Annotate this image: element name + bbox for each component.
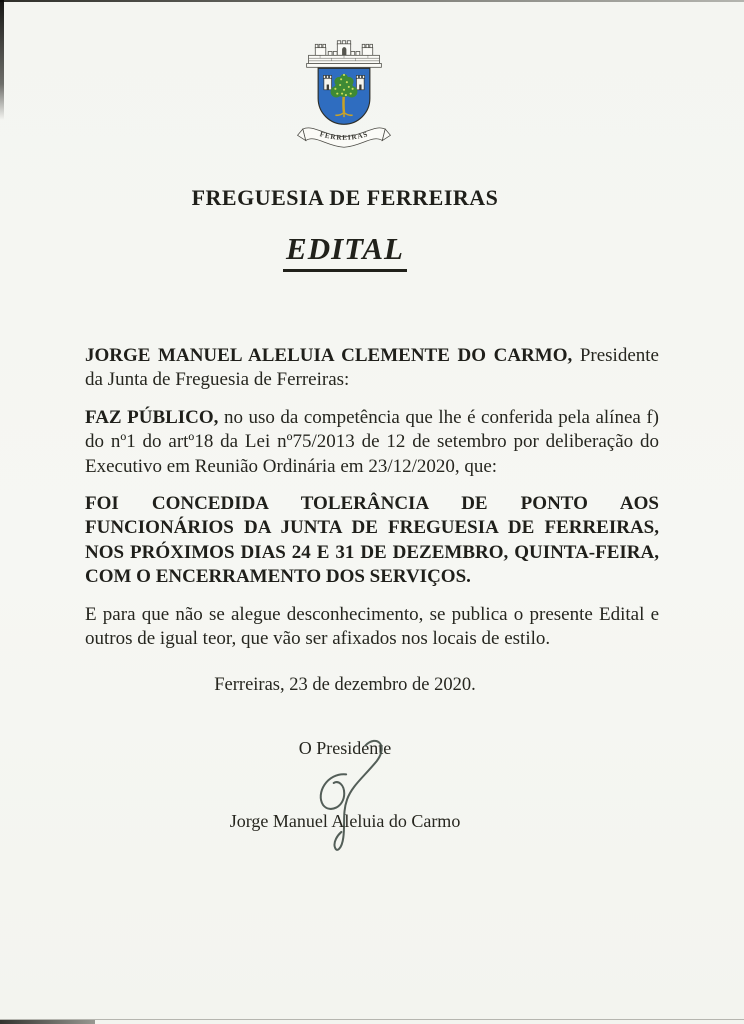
shield-icon xyxy=(318,68,370,124)
document-type-title: EDITAL xyxy=(283,231,407,272)
presenter-role: Presidente da Junta de Freguesia de Ferreiras: xyxy=(85,345,659,391)
ribbon-banner-text: FERREIRAS xyxy=(318,130,370,142)
document-body xyxy=(85,344,659,664)
signer-name: Jorge Manuel Aleluia do Carmo xyxy=(229,811,461,831)
paragraph-presenter xyxy=(85,344,659,393)
paragraph-publication: E para que não se alegue desconhecimento, se publica o presente Edital e outros de igual teor, que vão ser afixados nos locais de estilo. xyxy=(85,603,659,650)
ribbon-banner xyxy=(298,128,391,147)
scan-edge-top xyxy=(0,0,744,2)
paragraph-legal-basis xyxy=(85,406,659,479)
scan-edge-bottom xyxy=(0,1019,744,1020)
faz-publico-label: FAZ PÚBLICO, xyxy=(85,406,219,428)
presenter-name: JORGE MANUEL ALELUIA CLEMENTE DO CARMO, xyxy=(85,345,573,366)
legal-basis-text: no uso da competência que lhe é conferida pela alínea f) do nº1 do artº18 da Lei nº75/2013 de 12 de setembro por deliberação do Executivo em Reunião Ordinária em 23/12/2020, que: xyxy=(85,406,659,477)
paragraph-decision: FOI CONCEDIDA TOLERÂNCIA DE PONTO AOS FUNCIONÁRIOS DA JUNTA DE FREGUESIA DE FERREIRAS, NOS PRÓXIMOS DIAS 24 E 31 DE DEZEMBRO, QUINTA-FEIRA, COM O ENCERRAMENTO DOS SERVIÇOS. xyxy=(85,493,659,588)
mural-crown-icon xyxy=(307,41,382,68)
scan-corner-mark xyxy=(0,1020,95,1024)
signature xyxy=(302,732,398,857)
document-type-wrap xyxy=(0,231,690,272)
organization-title: FREGUESIA DE FERREIRAS xyxy=(191,185,499,210)
tower-door-left xyxy=(327,85,329,90)
scan-edge-left xyxy=(0,0,4,120)
coat-of-arms xyxy=(296,40,392,153)
tower-door-right xyxy=(359,85,361,90)
place-date-line: Ferreiras, 23 de dezembro de 2020. xyxy=(214,675,476,695)
signature-title: O Presidente xyxy=(298,738,392,758)
